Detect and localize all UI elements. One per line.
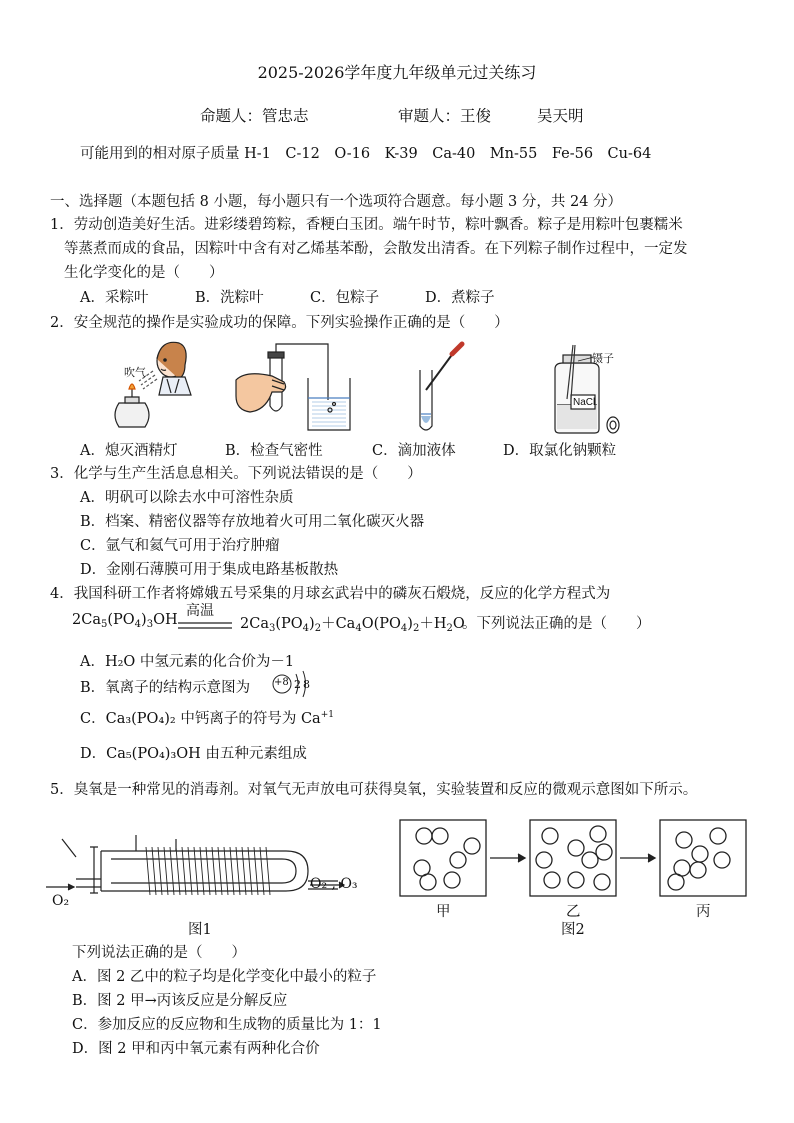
- q4-stem: 4．我国科研工作者将嫦娥五号采集的月球玄武岩中的磷灰石煅烧，反应的化学方程式为: [50, 586, 611, 602]
- reviewer-2: 吴天明: [537, 107, 584, 125]
- q1-option-d: D．煮粽子: [425, 290, 495, 306]
- alcohol-lamp-figure: [105, 335, 215, 435]
- q4-condition: 高温: [186, 603, 214, 619]
- q3-option-a: A．明矾可以除去水中可溶性杂质: [80, 490, 294, 506]
- atomic-masses: 可能用到的相对原子质量 H-1 C-12 O-16 K-39 Ca-40 Mn-55 Fe-56 Cu-64: [80, 146, 652, 162]
- outlet-label: O₂ , O₃: [310, 876, 358, 892]
- micro-diagram-figure: [398, 818, 748, 898]
- q5-option-c: C．参加反应的反应物和生成物的质量比为 1：1: [72, 1017, 382, 1033]
- o2-inlet-label: O₂: [52, 893, 70, 909]
- q4-option-c: C．Ca₃(PO₄)₂ 中钙离子的符号为 $Ca^{+1}$: [80, 710, 334, 727]
- nucleus-charge: +8: [274, 677, 289, 688]
- shell2-electrons: 8: [303, 678, 310, 691]
- q3-option-b: B．档案、精密仪器等存放地着火可用二氧化碳灭火器: [80, 514, 425, 530]
- q4-option-b: B．氧离子的结构示意图为: [80, 680, 251, 696]
- q4-option-d: D．Ca₅(PO₄)₃OH 由五种元素组成: [80, 746, 307, 762]
- box-label-jia: 甲: [436, 904, 451, 920]
- shell1-electrons: 2: [294, 678, 301, 691]
- q1-option-c: C．包粽子: [310, 290, 380, 306]
- q1-option-b: B．洗粽叶: [195, 290, 264, 306]
- section-heading: 一、选择题（本题包括 8 小题，每小题只有一个选项符合题意。每小题 3 分，共 24 分）: [50, 194, 623, 210]
- q5-option-b: B．图 2 甲→丙该反应是分解反应: [72, 993, 288, 1009]
- figure-2-caption: 图2: [561, 922, 585, 938]
- q1-line2: 等蒸煮而成的食品，因粽叶中含有对乙烯基苯酚，会散发出清香。在下列粽子制作过程中，一定发: [64, 241, 688, 257]
- q1-line3: 生化学变化的是（ ）: [64, 265, 224, 281]
- q5-question: 下列说法正确的是（ ）: [72, 945, 246, 961]
- tweezers-pointer: [578, 356, 598, 362]
- dropper-figure: [400, 340, 480, 435]
- q3-option-c: C．氩气和氦气可用于治疗肿瘤: [80, 538, 280, 554]
- page-title: 2025-2026学年度九年级单元过关练习: [257, 63, 537, 82]
- ozone-generator-figure: [46, 835, 366, 915]
- tweezers-label: 镊子: [592, 352, 614, 365]
- q3-option-d: D．金刚石薄膜可用于集成电路基板散热: [80, 562, 339, 578]
- q2-stem: 2．安全规范的操作是实验成功的保障。下列实验操作正确的是（ ）: [50, 315, 509, 331]
- q5-stem: 5．臭氧是一种常见的消毒剂。对氧气无声放电可获得臭氧，实验装置和反应的微观示意图如下所示。: [50, 782, 698, 798]
- reviewer: 审题人：王俊: [398, 107, 492, 125]
- q4-equation-left: $2Ca_5(PO_4)_3OH$: [72, 612, 178, 630]
- equation-equals-sign: [178, 622, 232, 630]
- figure-1-caption: 图1: [188, 922, 212, 938]
- nacl-label: NaCl: [573, 397, 596, 408]
- q4-equation-right: $2Ca_3(PO_4)_2+Ca_4O(PO_4)_2+H_2O$: [240, 616, 465, 634]
- q2-option-c: C．滴加液体: [372, 443, 456, 459]
- q1-line1: 1．劳动创造美好生活。进彩缕碧筠粽，香粳白玉团。端午时节，粽叶飘香。粽子是用粽叶包裹糯米: [50, 217, 683, 233]
- box-label-bing: 丙: [696, 904, 711, 920]
- q2-option-d: D．取氯化钠颗粒: [503, 443, 617, 459]
- q3-stem: 3．化学与生产生活息息相关。下列说法错误的是（ ）: [50, 466, 422, 482]
- box-label-yi: 乙: [566, 904, 581, 920]
- setter: 命题人：管忠志: [200, 107, 309, 125]
- airtightness-figure: [232, 340, 362, 435]
- q1-option-a: A．采粽叶: [80, 290, 149, 306]
- q2-option-a: A．熄灭酒精灯: [80, 443, 178, 459]
- q4-option-a: A．H₂O 中氢元素的化合价为－1: [80, 654, 295, 670]
- q5-option-a: A．图 2 乙中的粒子均是化学变化中最小的粒子: [72, 969, 377, 985]
- q2-option-b: B．检查气密性: [225, 443, 323, 459]
- q4-stem-tail: 。下列说法正确的是（ ）: [462, 616, 651, 632]
- q5-option-d: D．图 2 甲和丙中氧元素有两种化合价: [72, 1041, 320, 1057]
- blow-label: 吹气: [124, 366, 146, 379]
